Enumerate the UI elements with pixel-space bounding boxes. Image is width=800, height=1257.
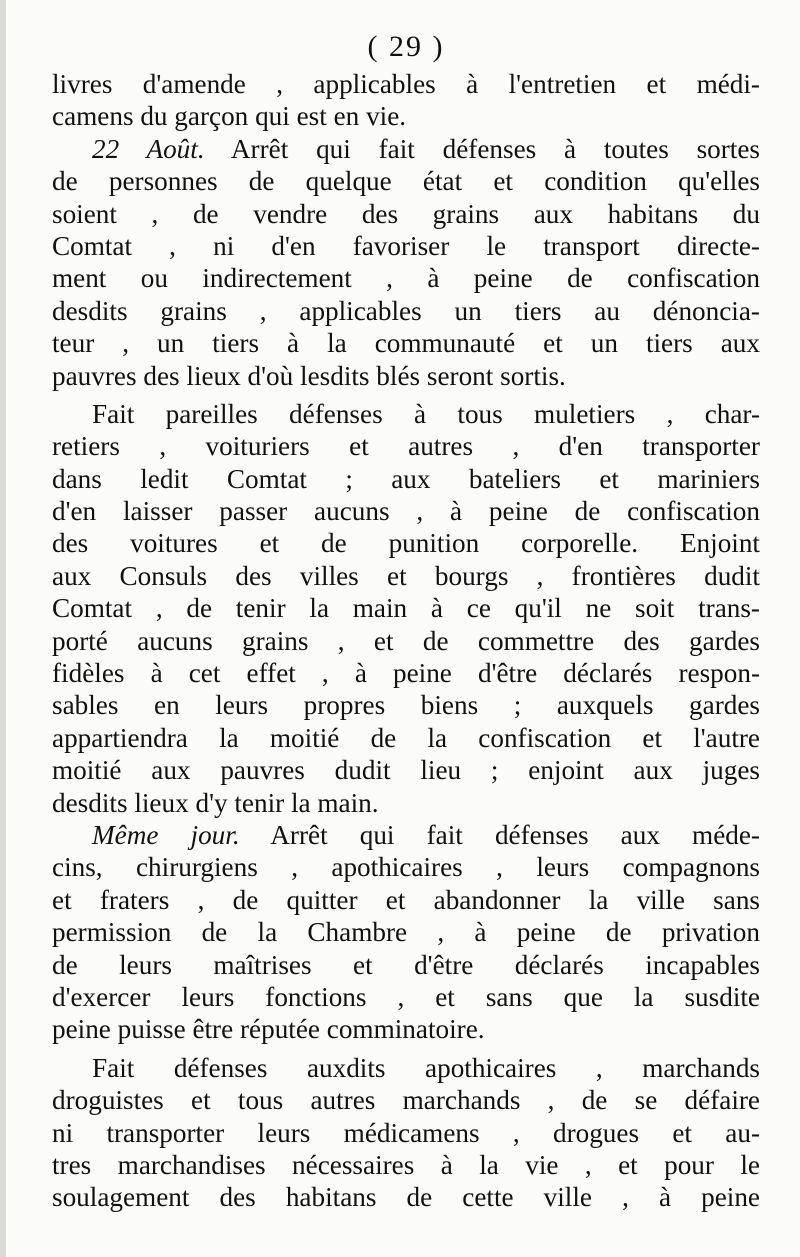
text-run: Arrêt qui fait défenses aux méde- bbox=[239, 819, 760, 850]
text-line: teur , un tiers à la communauté et un tiers aux bbox=[52, 328, 760, 359]
text-line: Comtat , de tenir la main à ce qu'il ne soit trans- bbox=[52, 593, 760, 624]
text-line: et fraters , de quitter et abandonner la ville sans bbox=[52, 884, 760, 915]
text-line: porté aucuns grains , et de commettre des gardes bbox=[52, 625, 760, 656]
text-line: de personnes de quelque état et condition qu'elles bbox=[52, 166, 760, 197]
paragraph bbox=[52, 819, 760, 1046]
text-line: permission de la Chambre , à peine de privation bbox=[52, 917, 760, 948]
text-line: retiers , voituriers et autres , d'en transporter bbox=[52, 431, 760, 462]
text-line: peine puisse être réputée comminatoire. bbox=[52, 1014, 485, 1045]
text-line: soient , de vendre des grains aux habitans du bbox=[52, 198, 760, 229]
date-label: Même jour. bbox=[92, 819, 240, 850]
text-line: Fait pareilles défenses à tous muletiers , char- bbox=[92, 398, 760, 429]
paragraph bbox=[52, 68, 760, 133]
text-line: desdits lieux d'y tenir la main. bbox=[52, 787, 379, 818]
text-line: sables en leurs propres biens ; auxquels gardes bbox=[52, 690, 760, 721]
text-line: aux Consuls des villes et bourgs , frontières dudit bbox=[52, 560, 760, 591]
text-line: soulagement des habitans de cette ville , à peine bbox=[52, 1182, 760, 1213]
body-text bbox=[52, 68, 760, 1214]
text-run: Arrêt qui fait défenses à toutes sortes bbox=[204, 133, 761, 164]
text-line: tres marchandises nécessaires à la vie , et pour le bbox=[52, 1149, 760, 1180]
text-line: ni transporter leurs médicamens , drogues et au- bbox=[52, 1117, 760, 1148]
text-line bbox=[52, 133, 760, 165]
text-line: Comtat , ni d'en favoriser le transport directe- bbox=[52, 230, 760, 261]
text-line bbox=[52, 819, 760, 851]
text-line: pauvres des lieux d'où lesdits blés seront sortis. bbox=[52, 360, 566, 391]
text-line: Fait défenses auxdits apothicaires , marchands bbox=[92, 1052, 760, 1083]
text-line: livres d'amende , applicables à l'entretien et médi- bbox=[52, 69, 760, 99]
text-line: ment ou indirectement , à peine de confiscation bbox=[52, 263, 760, 294]
text-line: d'exercer leurs fonctions , et sans que la susdite bbox=[52, 981, 760, 1012]
text-line: appartiendra la moitié de la confiscation et l'autre bbox=[52, 722, 760, 753]
text-line: de leurs maîtrises et d'être déclarés incapables bbox=[52, 949, 760, 980]
text-line: moitié aux pauvres dudit lieu ; enjoint aux juges bbox=[52, 755, 760, 786]
text-line: fidèles à cet effet , à peine d'être déclarés respon- bbox=[52, 658, 760, 689]
text-line: desdits grains , applicables un tiers au dénoncia- bbox=[52, 295, 760, 326]
text-line: camens du garçon qui est en vie. bbox=[52, 101, 407, 132]
date-label: 22 Août. bbox=[92, 133, 205, 164]
text-line: d'en laisser passer aucuns , à peine de confiscation bbox=[52, 496, 760, 527]
page-number: ( 29 ) bbox=[367, 30, 445, 63]
text-line: dans ledit Comtat ; aux bateliers et mariniers bbox=[52, 463, 760, 494]
text-line: cins, chirurgiens , apothicaires , leurs compagnons bbox=[52, 852, 760, 883]
paragraph bbox=[52, 398, 760, 819]
paragraph bbox=[52, 1052, 760, 1214]
paragraph bbox=[52, 133, 760, 392]
text-line: des voitures et de punition corporelle. Enjoint bbox=[52, 528, 760, 559]
text-line: droguistes et tous autres marchands , de se défaire bbox=[52, 1085, 760, 1116]
